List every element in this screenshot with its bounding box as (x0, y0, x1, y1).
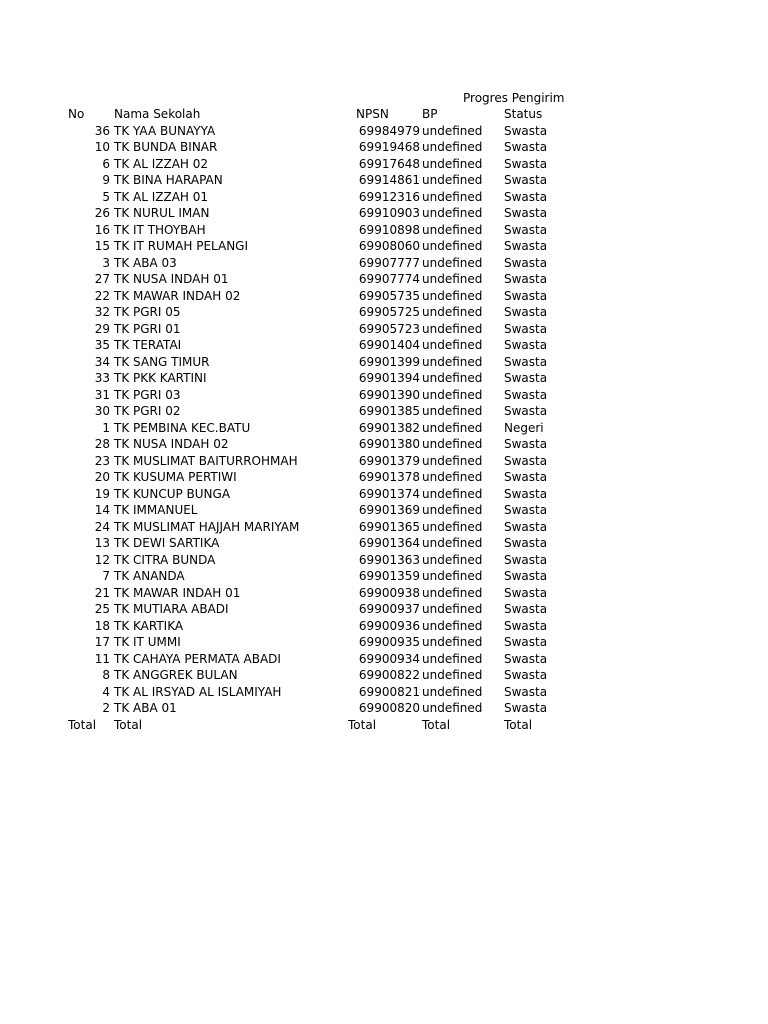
row-bp: undefined (422, 239, 483, 254)
row-bp: undefined (422, 651, 483, 666)
row-bp: undefined (422, 222, 483, 237)
row-nama-sekolah: TK YAA BUNAYYA (114, 123, 216, 138)
table-row (66, 585, 586, 602)
row-status: Swasta (504, 536, 548, 551)
row-status: Swasta (504, 602, 548, 617)
row-status: Swasta (504, 618, 548, 633)
table-body (66, 123, 586, 717)
row-nama-sekolah: TK PGRI 03 (114, 387, 181, 402)
row-nama-sekolah: TK KUNCUP BUNGA (114, 486, 231, 501)
row-status: Swasta (504, 222, 548, 237)
row-npsn: 69901390 (358, 387, 420, 402)
row-npsn: 69919468 (358, 140, 420, 155)
row-status: Swasta (504, 206, 548, 221)
row-nama-sekolah: TK CAHAYA PERMATA ABADI (114, 651, 281, 666)
row-bp: undefined (422, 354, 483, 369)
table-row (66, 436, 586, 453)
row-bp: undefined (422, 552, 483, 567)
row-nama-sekolah: TK MUSLIMAT HAJJAH MARIYAM (114, 519, 300, 534)
row-nama-sekolah: TK IT THOYBAH (114, 222, 206, 237)
table-row (66, 172, 586, 189)
header-no: No (68, 107, 85, 122)
row-bp: undefined (422, 123, 483, 138)
table-row (66, 684, 586, 701)
total-status: Total (504, 717, 533, 732)
row-no: 13 (94, 536, 110, 551)
row-bp: undefined (422, 618, 483, 633)
row-nama-sekolah: TK MAWAR INDAH 01 (114, 585, 241, 600)
row-no: 29 (94, 321, 110, 336)
table-row (66, 222, 586, 239)
row-bp: undefined (422, 684, 483, 699)
row-status: Swasta (504, 272, 548, 287)
row-status: Swasta (504, 305, 548, 320)
row-npsn: 69905735 (358, 288, 420, 303)
row-status: Swasta (504, 288, 548, 303)
row-bp: undefined (422, 404, 483, 419)
row-no: 14 (94, 503, 110, 518)
row-status: Swasta (504, 569, 548, 584)
row-no: 27 (94, 272, 110, 287)
row-bp: undefined (422, 272, 483, 287)
row-bp: undefined (422, 140, 483, 155)
table-row (66, 370, 586, 387)
table-row (66, 387, 586, 404)
row-status: Swasta (504, 585, 548, 600)
row-no: 1 (102, 420, 110, 435)
row-status: Swasta (504, 404, 548, 419)
row-status: Swasta (504, 437, 548, 452)
header-status: Status (504, 107, 543, 122)
total-bp: Total (422, 717, 451, 732)
table-row (66, 502, 586, 519)
row-nama-sekolah: TK MUSLIMAT BAITURROHMAH (114, 453, 298, 468)
row-nama-sekolah: TK AL IRSYAD AL ISLAMIYAH (114, 684, 282, 699)
table-row (66, 552, 586, 569)
row-no: 31 (94, 387, 110, 402)
row-nama-sekolah: TK KARTIKA (114, 618, 184, 633)
row-bp: undefined (422, 387, 483, 402)
row-nama-sekolah: TK IT UMMI (114, 635, 181, 650)
row-npsn: 69917648 (358, 156, 420, 171)
row-no: 17 (94, 635, 110, 650)
row-npsn: 69901365 (358, 519, 420, 534)
table-row (66, 486, 586, 503)
row-no: 12 (94, 552, 110, 567)
row-nama-sekolah: TK SANG TIMUR (114, 354, 210, 369)
row-npsn: 69907774 (358, 272, 420, 287)
table-row (66, 255, 586, 272)
row-status: Swasta (504, 338, 548, 353)
row-status: Swasta (504, 684, 548, 699)
row-npsn: 69900934 (358, 651, 420, 666)
row-bp: undefined (422, 189, 483, 204)
row-bp: undefined (422, 602, 483, 617)
row-status: Swasta (504, 552, 548, 567)
table-row (66, 519, 586, 536)
row-bp: undefined (422, 536, 483, 551)
row-npsn: 69905723 (358, 321, 420, 336)
row-nama-sekolah: TK MAWAR INDAH 02 (114, 288, 241, 303)
row-npsn: 69901394 (358, 371, 420, 386)
row-status: Swasta (504, 701, 548, 716)
table-row (66, 453, 586, 470)
row-status: Swasta (504, 668, 548, 683)
row-nama-sekolah: TK PKK KARTINI (114, 371, 207, 386)
table-row (66, 469, 586, 486)
row-bp: undefined (422, 470, 483, 485)
table-row (66, 139, 586, 156)
row-bp: undefined (422, 206, 483, 221)
row-npsn: 69914861 (358, 173, 420, 188)
row-npsn: 69900938 (358, 585, 420, 600)
row-no: 18 (94, 618, 110, 633)
row-bp: undefined (422, 701, 483, 716)
row-npsn: 69901369 (358, 503, 420, 518)
table-row (66, 667, 586, 684)
row-npsn: 69908060 (358, 239, 420, 254)
progres-pengirim-label: Progres Pengirim (463, 91, 565, 105)
row-no: 35 (94, 338, 110, 353)
row-no: 22 (94, 288, 110, 303)
row-nama-sekolah: TK MUTIARA ABADI (114, 602, 229, 617)
row-npsn: 69900821 (358, 684, 420, 699)
row-no: 19 (94, 486, 110, 501)
row-nama-sekolah: TK ANGGREK BULAN (114, 668, 238, 683)
row-npsn: 69900937 (358, 602, 420, 617)
row-no: 32 (94, 305, 110, 320)
header-nama-sekolah: Nama Sekolah (114, 107, 201, 122)
table-row (66, 354, 586, 371)
row-status: Swasta (504, 140, 548, 155)
row-no: 24 (94, 519, 110, 534)
row-nama-sekolah: TK IT RUMAH PELANGI (114, 239, 249, 254)
table-row (66, 156, 586, 173)
table-row (66, 651, 586, 668)
row-npsn: 69901364 (358, 536, 420, 551)
row-no: 16 (94, 222, 110, 237)
row-no: 26 (94, 206, 110, 221)
row-npsn: 69907777 (358, 255, 420, 270)
row-no: 33 (94, 371, 110, 386)
row-nama-sekolah: TK KUSUMA PERTIWI (114, 470, 237, 485)
row-status: Swasta (504, 173, 548, 188)
row-npsn: 69901379 (358, 453, 420, 468)
row-npsn: 69901359 (358, 569, 420, 584)
row-bp: undefined (422, 371, 483, 386)
row-status: Swasta (504, 321, 548, 336)
row-bp: undefined (422, 569, 483, 584)
row-no: 3 (102, 255, 110, 270)
table-row (66, 700, 586, 717)
row-nama-sekolah: TK AL IZZAH 01 (114, 189, 209, 204)
row-bp: undefined (422, 519, 483, 534)
row-nama-sekolah: TK PEMBINA KEC.BATU (114, 420, 251, 435)
header-row (66, 106, 586, 123)
total-row (66, 717, 586, 734)
row-npsn: 69901385 (358, 404, 420, 419)
row-nama-sekolah: TK AL IZZAH 02 (114, 156, 209, 171)
row-nama-sekolah: TK BUNDA BINAR (114, 140, 218, 155)
row-no: 10 (94, 140, 110, 155)
row-npsn: 69910898 (358, 222, 420, 237)
row-no: 5 (102, 189, 110, 204)
row-nama-sekolah: TK NURUL IMAN (114, 206, 210, 221)
row-status: Swasta (504, 519, 548, 534)
row-nama-sekolah: TK BINA HARAPAN (114, 173, 223, 188)
table-row (66, 601, 586, 618)
row-npsn: 69900936 (358, 618, 420, 633)
row-npsn: 69900822 (358, 668, 420, 683)
table-row (66, 337, 586, 354)
row-npsn: 69984979 (358, 123, 420, 138)
row-bp: undefined (422, 635, 483, 650)
row-status: Swasta (504, 371, 548, 386)
row-no: 9 (102, 173, 110, 188)
table-row (66, 420, 586, 437)
table-row (66, 271, 586, 288)
row-status: Swasta (504, 503, 548, 518)
row-no: 11 (94, 651, 110, 666)
row-status: Swasta (504, 239, 548, 254)
row-nama-sekolah: TK IMMANUEL (114, 503, 198, 518)
total-name: Total (114, 717, 143, 732)
row-status: Swasta (504, 255, 548, 270)
row-no: 25 (94, 602, 110, 617)
header-npsn: NPSN (356, 107, 389, 122)
row-nama-sekolah: TK CITRA BUNDA (114, 552, 216, 567)
row-nama-sekolah: TK DEWI SARTIKA (114, 536, 220, 551)
row-status: Swasta (504, 486, 548, 501)
table-row (66, 205, 586, 222)
row-npsn: 69901404 (358, 338, 420, 353)
row-bp: undefined (422, 255, 483, 270)
row-status: Swasta (504, 651, 548, 666)
row-no: 23 (94, 453, 110, 468)
total-npsn: Total (348, 717, 377, 732)
row-status: Swasta (504, 189, 548, 204)
row-status: Swasta (504, 470, 548, 485)
row-no: 4 (102, 684, 110, 699)
table-row (66, 535, 586, 552)
row-bp: undefined (422, 453, 483, 468)
table-row (66, 189, 586, 206)
row-no: 7 (102, 569, 110, 584)
row-status: Swasta (504, 354, 548, 369)
row-npsn: 69900820 (358, 701, 420, 716)
row-no: 6 (102, 156, 110, 171)
row-npsn: 69901378 (358, 470, 420, 485)
row-nama-sekolah: TK NUSA INDAH 02 (114, 437, 229, 452)
total-no: Total (68, 717, 97, 732)
row-npsn: 69905725 (358, 305, 420, 320)
header-bp: BP (422, 107, 438, 122)
row-bp: undefined (422, 173, 483, 188)
row-bp: undefined (422, 420, 483, 435)
row-bp: undefined (422, 338, 483, 353)
row-npsn: 69910903 (358, 206, 420, 221)
table-row (66, 634, 586, 651)
row-status: Swasta (504, 453, 548, 468)
row-no: 20 (94, 470, 110, 485)
row-nama-sekolah: TK ABA 03 (114, 255, 177, 270)
row-status: Swasta (504, 156, 548, 171)
row-status: Swasta (504, 387, 548, 402)
row-bp: undefined (422, 585, 483, 600)
row-bp: undefined (422, 668, 483, 683)
table-row (66, 568, 586, 585)
row-nama-sekolah: TK ABA 01 (114, 701, 177, 716)
row-nama-sekolah: TK PGRI 05 (114, 305, 181, 320)
row-npsn: 69900935 (358, 635, 420, 650)
row-status: Swasta (504, 635, 548, 650)
row-no: 34 (94, 354, 110, 369)
row-npsn: 69901374 (358, 486, 420, 501)
row-bp: undefined (422, 321, 483, 336)
table-row (66, 403, 586, 420)
row-no: 36 (94, 123, 110, 138)
row-status: Swasta (504, 123, 548, 138)
row-npsn: 69901399 (358, 354, 420, 369)
table-row (66, 238, 586, 255)
table-row (66, 288, 586, 305)
row-nama-sekolah: TK TERATAI (114, 338, 182, 353)
row-bp: undefined (422, 437, 483, 452)
table-row (66, 304, 586, 321)
row-no: 21 (94, 585, 110, 600)
row-no: 30 (94, 404, 110, 419)
row-status: Negeri (504, 420, 544, 435)
row-bp: undefined (422, 288, 483, 303)
row-nama-sekolah: TK PGRI 01 (114, 321, 181, 336)
row-no: 8 (102, 668, 110, 683)
table-row (66, 123, 586, 140)
row-bp: undefined (422, 156, 483, 171)
row-nama-sekolah: TK NUSA INDAH 01 (114, 272, 229, 287)
row-npsn: 69912316 (358, 189, 420, 204)
row-nama-sekolah: TK ANANDA (114, 569, 185, 584)
row-bp: undefined (422, 486, 483, 501)
row-bp: undefined (422, 305, 483, 320)
row-bp: undefined (422, 503, 483, 518)
table-row (66, 618, 586, 635)
row-no: 28 (94, 437, 110, 452)
table-row (66, 321, 586, 338)
row-npsn: 69901363 (358, 552, 420, 567)
school-table (66, 106, 586, 733)
row-npsn: 69901382 (358, 420, 420, 435)
row-nama-sekolah: TK PGRI 02 (114, 404, 181, 419)
row-npsn: 69901380 (358, 437, 420, 452)
row-no: 2 (102, 701, 110, 716)
row-no: 15 (94, 239, 110, 254)
